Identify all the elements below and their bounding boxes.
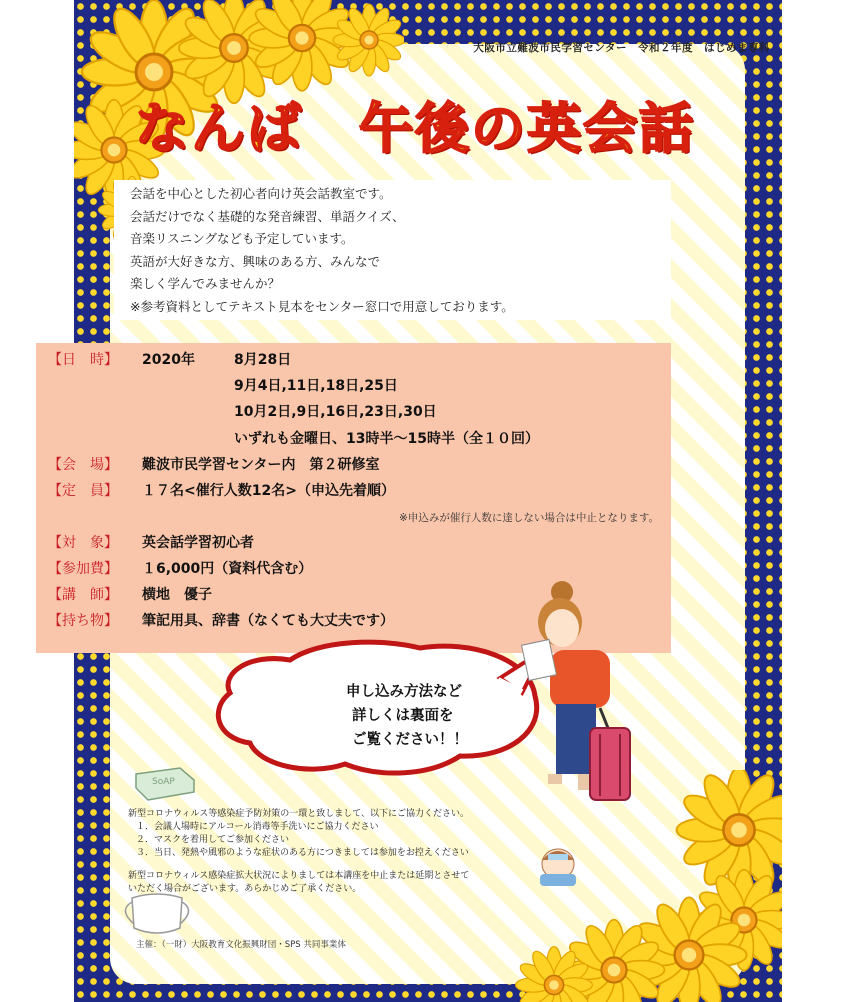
- notice-line: １．会議人場時にアルコール消毒等手洗いにご協力ください: [136, 822, 379, 832]
- intro-line: 会話だけでなく基礎的な発音練習、単語クイズ、: [130, 208, 405, 224]
- bubble-line: 申し込み方法など: [346, 684, 462, 700]
- soap-label: SoAP: [152, 777, 175, 787]
- capacity-row: [48, 480, 395, 500]
- sponsor-line: 主催：（一財）大阪教育文化振興財団・SPS 共同事業体: [136, 940, 346, 950]
- items-label: 【持ち物】: [48, 613, 118, 629]
- intro-line: 音楽リスニングなども予定しています。: [130, 231, 354, 247]
- date-line1: 8月28日: [234, 352, 292, 368]
- fee-row: [48, 558, 312, 578]
- capacity-note: ※申込みが催行人数に達しない場合は中止となります。: [399, 512, 659, 524]
- teacher-row: [48, 584, 212, 604]
- date-line3: 10月2日,9日,16日,23日,30日: [234, 404, 437, 420]
- date-line4: いずれも金曜日、13時半～15時半（全１０回）: [234, 431, 539, 447]
- date-line2: 9月4日,11日,18日,25日: [234, 378, 398, 394]
- flyer-title: なんば 午後の英会話: [135, 97, 695, 160]
- venue-label: 【会 場】: [48, 457, 118, 473]
- date-year: 2020年: [142, 352, 195, 368]
- target-row: [48, 532, 254, 552]
- covid-notice: [128, 808, 548, 896]
- intro-line: 英語が大好きな方、興味のある方、みんなで: [130, 253, 381, 269]
- teacher-value: 横地 優子: [142, 587, 212, 603]
- woman-with-suitcase-illustration: [520, 578, 650, 818]
- capacity-value: １７名<催行人数12名>（申込先着順）: [142, 483, 395, 499]
- notice-line: 新型コロナウィルス感染症拡大状況によりましては本講座を中止または延期とさせて: [128, 871, 470, 881]
- date-row: [48, 349, 291, 369]
- venue-value: 難波市民学習センター内 第２研修室: [142, 457, 380, 473]
- intro-line: 会話を中心とした初心者向け英会話教室です。: [130, 186, 392, 201]
- target-label: 【対 象】: [48, 535, 118, 551]
- items-value: 筆記用具、辞書（なくても大丈夫です）: [142, 613, 394, 629]
- notice-line: いただく場合がございます。あらかじめご了承ください。: [128, 884, 362, 894]
- notice-line: ３．当日、発熱や風邪のような症状のある方につきましては参加をお控えください: [136, 848, 469, 858]
- intro-line: ※参考資料としてテキスト見本をセンター窓口で用意しております。: [130, 298, 514, 314]
- bubble-line: 詳しくは裏面を: [352, 708, 454, 724]
- bubble-line: ご覧ください！！: [352, 732, 468, 748]
- organizer-header: 大阪市立難波市民学習センター 令和２年度 はじめま専科: [473, 42, 770, 54]
- teacher-label: 【講 師】: [48, 587, 118, 603]
- notice-line: 新型コロナウィルス等感染症予防対策の一環と致しまして、以下にご協力ください。: [128, 809, 470, 819]
- items-row: [48, 610, 394, 630]
- notice-line: ２．マスクを着用してご参加ください: [136, 835, 290, 845]
- bubble-text: [346, 680, 468, 752]
- intro-line: 楽しく学んでみませんか？: [130, 276, 281, 292]
- date-label: 【日 時】: [48, 352, 118, 368]
- intro-box: [114, 180, 671, 320]
- capacity-label: 【定 員】: [48, 483, 118, 499]
- venue-row: [48, 454, 379, 474]
- target-value: 英会話学習初心者: [142, 535, 254, 551]
- fee-label: 【参加費】: [48, 561, 118, 577]
- mask-illustration: [112, 890, 202, 940]
- fee-value: １6,000円（資料代含む）: [142, 561, 313, 577]
- soap-illustration: [128, 764, 200, 804]
